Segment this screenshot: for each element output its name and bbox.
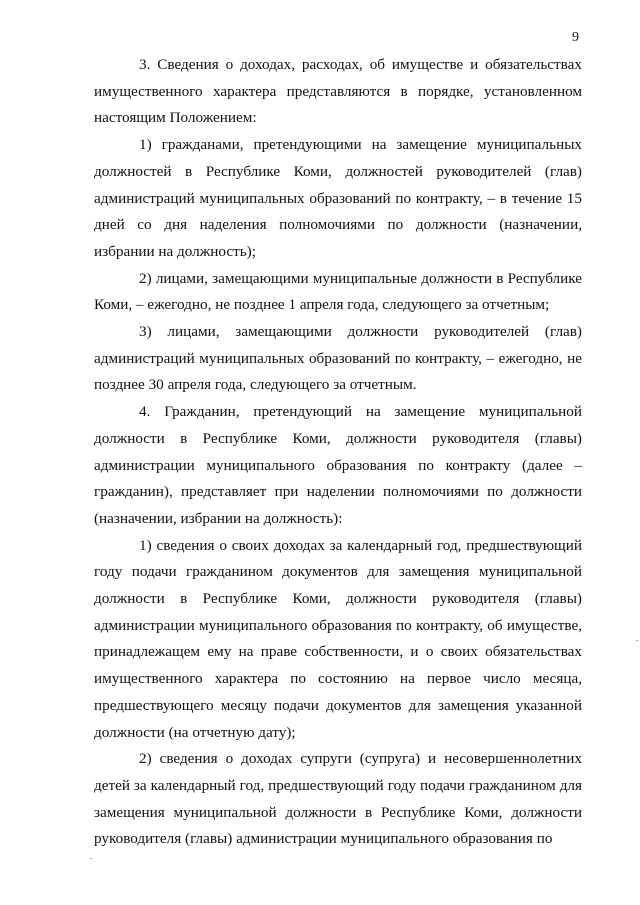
scan-speck bbox=[636, 640, 638, 641]
paragraph-section-3-item-1: 1) гражданами, претендующими на замещение муниципальных должностей в Республике Коми, должностей руководителей (глав) администраций муниципальных образований по контракту, – в течение 15 дней со дня наделения полномочиями по должности (назначении, избрании на должность); bbox=[94, 136, 582, 260]
page-number: 9 bbox=[572, 30, 579, 45]
paragraph-section-4-item-1: 1) сведения о своих доходах за календарный год, предшествующий году подачи гражданином документов для замещения муниципальной должности в Республике Коми, должности руководителя (главы) администрации муниципального образования по контракту, об имуществе, принадлежащем ему на праве собственности, и о своих обязательствах имущественного характера по состоянию на первое число месяца, предшествующего месяцу подачи документов для замещения указанной должности (на отчетную дату); bbox=[94, 536, 582, 741]
scan-speck bbox=[90, 858, 92, 859]
document-body bbox=[94, 52, 582, 853]
paragraph-section-3: 3. Сведения о доходах, расходах, об имуществе и обязательствах имущественного характера представляются в порядке, установленном настоящим Положением: bbox=[94, 56, 582, 127]
paragraph-section-3-item-3: 3) лицами, замещающими должности руководителей (глав) администраций муниципальных образований по контракту, – ежегодно, не позднее 30 апреля года, следующего за отчетным. bbox=[94, 323, 582, 394]
paragraph-section-4: 4. Гражданин, претендующий на замещение муниципальной должности в Республике Коми, должности руководителя (главы) администрации муниципального образования по контракту (далее – гражданин), представляет при наделении полномочиями по должности (назначении, избрании на должность): bbox=[94, 403, 582, 527]
paragraph-section-3-item-2: 2) лицами, замещающими муниципальные должности в Республике Коми, – ежегодно, не позднее 1 апреля года, следующего за отчетным; bbox=[94, 269, 582, 314]
paragraph-section-4-item-2: 2) сведения о доходах супруги (супруга) и несовершеннолетних детей за календарный год, предшествующий году подачи гражданином для замещения муниципальной должности в Республике Коми, должности руководителя (главы) администрации муниципального образования по bbox=[94, 750, 582, 848]
